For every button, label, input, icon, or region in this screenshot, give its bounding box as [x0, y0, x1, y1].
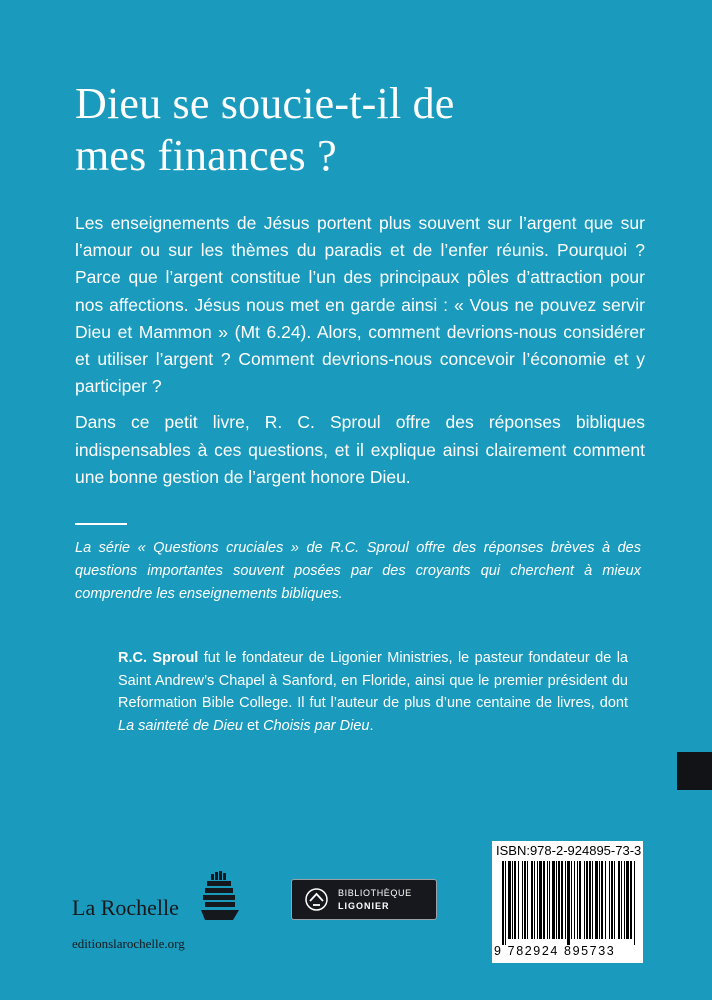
- barcode-digit-first: 9: [494, 944, 503, 958]
- barcode-bar: [549, 861, 550, 939]
- ligonier-logo-icon: [305, 888, 328, 911]
- book-title-2: Choisis par Dieu: [263, 717, 370, 734]
- barcode-bars: [492, 859, 643, 945]
- publisher-logo: [72, 868, 252, 968]
- ligonier-line-1: BIBLIOTHÈQUE: [338, 888, 412, 898]
- barcode-bar: [592, 861, 593, 939]
- barcode-bar: [514, 861, 516, 939]
- barcode-digits-group-2: 895733: [564, 944, 616, 958]
- title-line-2: mes finances ?: [75, 131, 337, 180]
- barcode-bar: [605, 861, 606, 939]
- barcode-bar: [579, 861, 581, 939]
- isbn-label: ISBN:978-2-924895-73-3: [496, 843, 642, 858]
- barcode-bar: [599, 861, 600, 939]
- barcode-bar: [595, 861, 598, 939]
- barcode-bar: [621, 861, 622, 939]
- barcode-bar: [614, 861, 615, 939]
- author-bio: [118, 647, 628, 737]
- publisher-url: editionslarochelle.org: [72, 936, 185, 951]
- title-line-1: Dieu se soucie-t-il de: [75, 79, 455, 128]
- barcode-bar: [543, 861, 545, 939]
- barcode-bar: [558, 861, 560, 939]
- book-title: [75, 78, 635, 182]
- barcode-bar: [552, 861, 555, 939]
- barcode-bar: [584, 861, 585, 939]
- barcode-bar: [524, 861, 526, 939]
- barcode-bar: [547, 861, 548, 939]
- barcode-bar: [512, 861, 513, 939]
- section-divider: [75, 523, 127, 525]
- barcode-bar: [586, 861, 588, 939]
- barcode-bar: [505, 861, 506, 945]
- author-name: R.C. Sproul: [118, 650, 199, 666]
- barcode-bar: [626, 861, 629, 939]
- barcode-bar: [589, 861, 591, 939]
- series-note: La série « Questions cruciales » de R.C. Sproul offre des réponses brèves à des questions importantes souvent posées par des croyants qui cherchent à mieux comprendre les enseignements bibliques.: [75, 540, 641, 602]
- barcode-bar: [527, 861, 528, 939]
- barcode-bar: [539, 861, 542, 939]
- barcode-bar: [624, 861, 625, 939]
- barcode-digits: [494, 944, 641, 958]
- barcode-bar: [522, 861, 523, 939]
- ship-icon: [201, 870, 239, 922]
- barcode-bar: [611, 861, 613, 939]
- blurb-paragraph-2: Dans ce petit livre, R. C. Sproul offre des réponses bibliques indispensables à ces questions, et il explique ainsi clairement comment une bonne gestion de l’argent honore Dieu.: [75, 412, 645, 487]
- publisher-name: La Rochelle: [72, 895, 179, 920]
- barcode-bar: [537, 861, 538, 939]
- book-title-1: La sainteté de Dieu: [118, 717, 243, 734]
- blurb-paragraph-1: Les enseignements de Jésus portent plus souvent sur l’argent que sur l’amour ou sur les thèmes du paradis et de l’enfer réunis. Pourquoi ? Parce que l’argent constitue l’un des principaux pôles d’attraction pour nos affections. Jésus nous met en garde ainsi : « Vous ne pouvez servir Dieu et Mammon » (Mt 6.24). Alors, comment devrions-nous considérer et utiliser l’argent ? Comment devrions-nous concevoir l’économie et y participer ?: [75, 213, 645, 397]
- bio-end: .: [369, 717, 374, 734]
- barcode-bar: [556, 861, 557, 939]
- barcode-bar: [577, 861, 578, 939]
- barcode-bar: [630, 861, 632, 939]
- barcode-bar: [618, 861, 620, 939]
- ligonier-line-2: LIGONIER: [338, 901, 390, 911]
- ligonier-badge: [291, 879, 437, 920]
- barcode-bar: [571, 861, 572, 939]
- bio-text: fut le fondateur de Ligonier Ministries, le pasteur fondateur de la Saint Andrew’s Chapel à Sanford, en Floride, ainsi que le premier président du Reformation Bible College. Il fut l’auteur de plus d’une centaine de livres, dont: [118, 650, 628, 711]
- barcode-bar: [561, 861, 563, 939]
- barcode-digits-group-1: 782924: [507, 944, 559, 958]
- barcode-bar: [531, 861, 533, 939]
- barcode-bar: [508, 861, 511, 939]
- barcode-bar: [565, 861, 566, 939]
- barcode-bar: [567, 861, 570, 945]
- barcode-bar: [502, 861, 504, 945]
- barcode-bar: [534, 861, 535, 939]
- edge-marker: [677, 752, 712, 790]
- bio-connector: et: [242, 717, 264, 734]
- barcode-bar: [574, 861, 575, 939]
- barcode-bar: [601, 861, 603, 939]
- blurb: [75, 210, 645, 491]
- barcode-bar: [634, 861, 635, 945]
- barcode-bar: [609, 861, 610, 939]
- barcode-bar: [518, 861, 519, 939]
- isbn-barcode: [492, 841, 643, 963]
